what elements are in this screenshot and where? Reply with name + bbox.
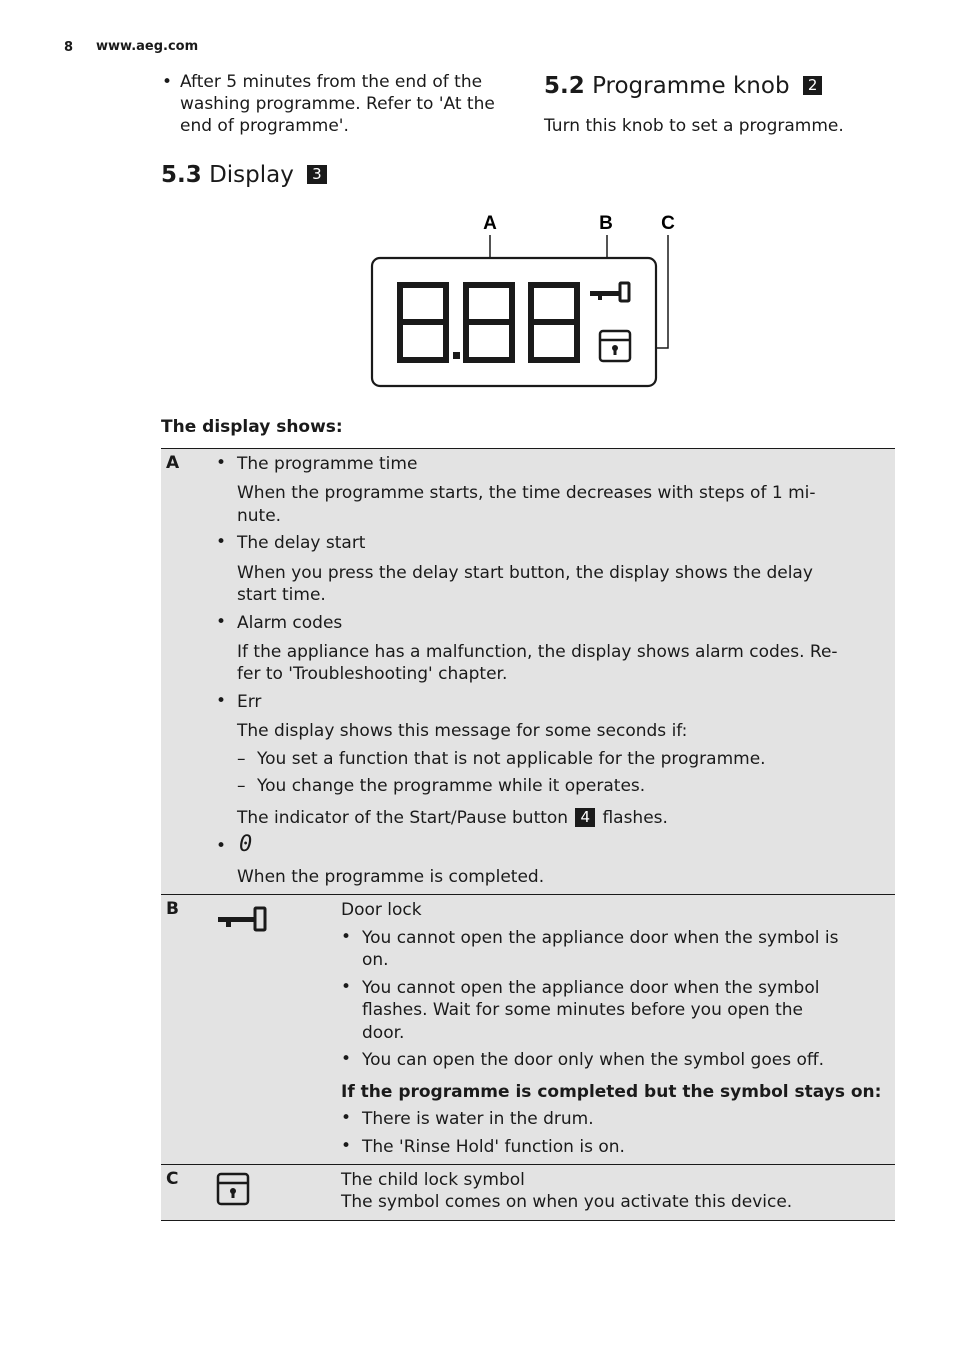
child-lock-text: The symbol comes on when you activate this device. bbox=[341, 1192, 793, 1212]
item-title: Err bbox=[237, 692, 262, 712]
section-title: Display bbox=[209, 162, 294, 188]
item-text: You cannot open the appliance door when the symbol bbox=[362, 978, 820, 998]
item-text: nute. bbox=[237, 506, 282, 526]
item-text: door. bbox=[362, 1023, 405, 1043]
section-badge: 2 bbox=[803, 76, 823, 95]
item-text: There is water in the drum. bbox=[362, 1109, 594, 1129]
section-5-3-heading bbox=[161, 162, 327, 188]
item-text: on. bbox=[362, 950, 389, 970]
bullet-dot: • bbox=[341, 977, 352, 997]
decimal-point bbox=[453, 352, 460, 359]
item-dash: You set a function that is not applicable for the programme. bbox=[257, 749, 766, 769]
section-title: Programme knob bbox=[592, 73, 790, 99]
key-icon bbox=[216, 905, 268, 933]
section-badge: 3 bbox=[307, 165, 327, 184]
item-text: You can open the door only when the symbol goes off. bbox=[362, 1050, 824, 1070]
item-text: flashes. Wait for some minutes before you open the bbox=[362, 1000, 803, 1020]
dash-mark: – bbox=[237, 776, 246, 796]
bullet-dot: • bbox=[341, 927, 352, 947]
table-row-b bbox=[161, 894, 895, 1165]
item-text: The 'Rinse Hold' function is on. bbox=[362, 1137, 625, 1157]
bullet-dot: • bbox=[341, 1136, 352, 1156]
table-row-c bbox=[161, 1164, 895, 1221]
label-a: A bbox=[483, 213, 497, 234]
item-text: When the programme is completed. bbox=[237, 867, 545, 887]
item-title: The delay start bbox=[237, 533, 366, 553]
header-url: www.aeg.com bbox=[96, 39, 199, 54]
bullet-dot: • bbox=[216, 532, 227, 552]
display-diagram bbox=[360, 205, 690, 395]
outro-pre: The indicator of the Start/Pause button bbox=[237, 808, 569, 828]
item-text: If the appliance has a malfunction, the display shows alarm codes. Re- bbox=[237, 642, 838, 662]
child-lock-icon bbox=[216, 1171, 250, 1207]
intro-bullet bbox=[162, 71, 522, 137]
row-label: B bbox=[166, 899, 179, 919]
item-text: When the programme starts, the time decreases with steps of 1 mi- bbox=[237, 483, 816, 503]
row-label: C bbox=[166, 1169, 179, 1189]
sub-heading: If the programme is completed but the symbol stays on: bbox=[341, 1082, 882, 1102]
item-text bbox=[237, 807, 668, 829]
bullet-dot: • bbox=[341, 1049, 352, 1069]
item-dash: You change the programme while it operates. bbox=[257, 776, 646, 796]
bullet-dot: • bbox=[341, 1108, 352, 1128]
item-text: The display shows this message for some seconds if: bbox=[237, 721, 688, 741]
child-lock-title: The child lock symbol bbox=[341, 1170, 525, 1190]
section-number: 5.2 bbox=[544, 73, 585, 99]
item-title: The programme time bbox=[237, 454, 418, 474]
display-shows-heading: The display shows: bbox=[161, 417, 343, 437]
bullet-dot: • bbox=[216, 453, 227, 473]
section-5-2-heading bbox=[544, 73, 822, 99]
page-number: 8 bbox=[64, 40, 74, 55]
bullet-dot: • bbox=[216, 836, 227, 856]
outro-post: flashes. bbox=[602, 808, 668, 828]
dash-mark: – bbox=[237, 749, 246, 769]
section-number: 5.3 bbox=[161, 162, 202, 188]
label-b: B bbox=[599, 213, 613, 234]
label-c: C bbox=[661, 213, 675, 234]
item-text: fer to 'Troubleshooting' chapter. bbox=[237, 664, 508, 684]
row-label: A bbox=[166, 453, 180, 473]
intro-bullet-text: After 5 minutes from the end of the washing programme. Refer to 'At the end of programme'. bbox=[180, 72, 495, 136]
zero-symbol: 0 bbox=[239, 832, 253, 857]
bullet-dot: • bbox=[216, 691, 227, 711]
table-row-a bbox=[161, 448, 895, 895]
item-text: start time. bbox=[237, 585, 326, 605]
bullet-dot: • bbox=[162, 72, 173, 92]
item-title: Alarm codes bbox=[237, 613, 343, 633]
item-text: When you press the delay start button, the display shows the delay bbox=[237, 563, 813, 583]
bullet-dot: • bbox=[216, 612, 227, 632]
section-5-2-text: Turn this knob to set a programme. bbox=[544, 116, 844, 136]
item-text: You cannot open the appliance door when the symbol is bbox=[362, 928, 839, 948]
button-badge: 4 bbox=[575, 808, 595, 827]
door-lock-title: Door lock bbox=[341, 900, 422, 920]
